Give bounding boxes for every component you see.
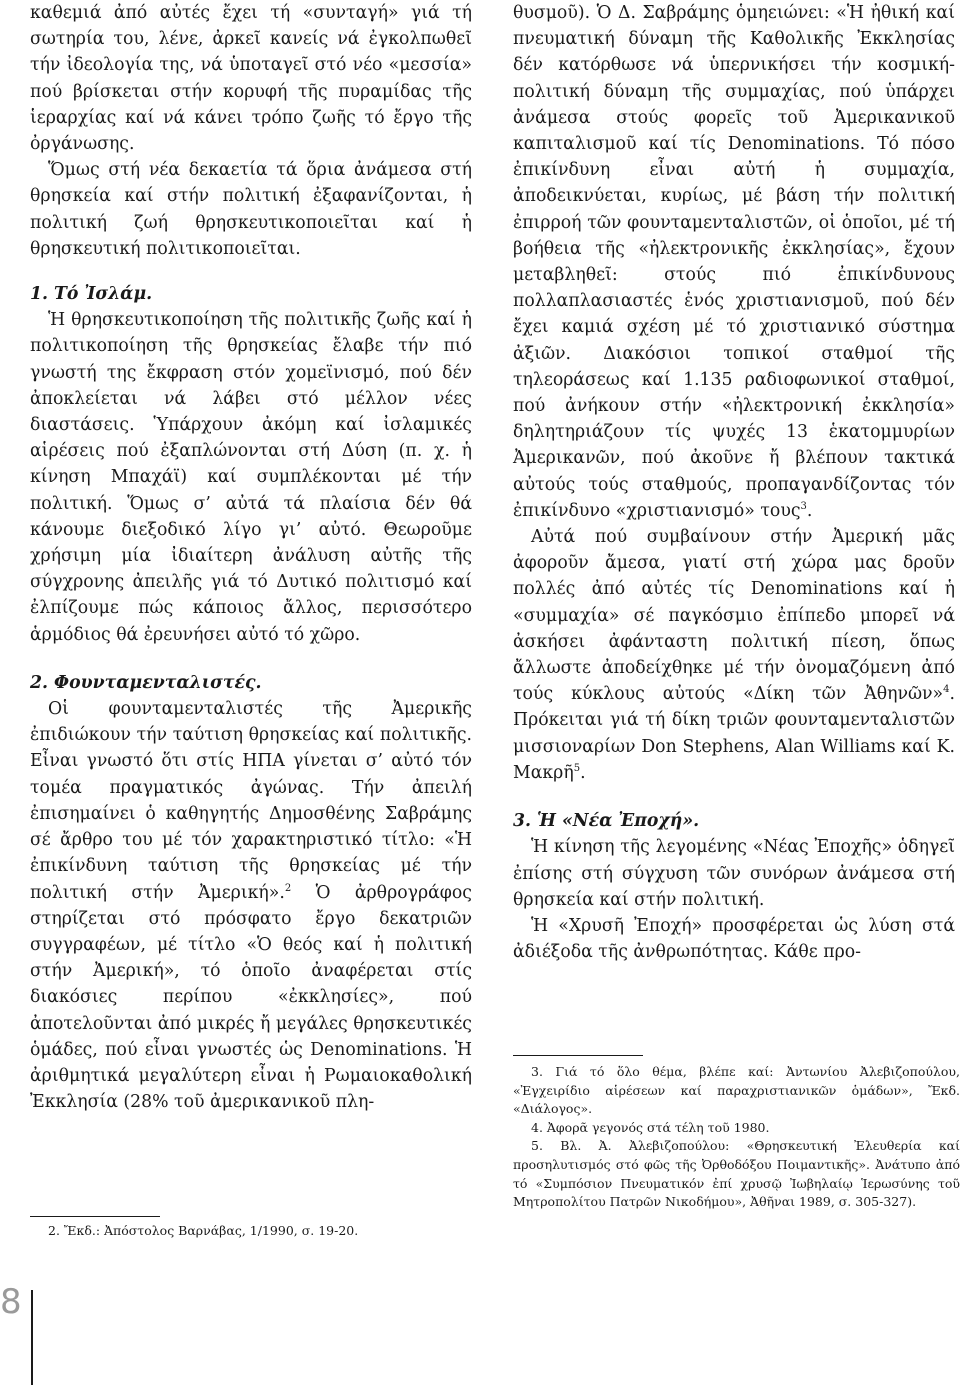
paragraph-text: . [580,762,586,783]
paragraph: Ὅμως στή νέα δεκαετία τά ὅρια ἀνάμεσα στή θρησκεία καί στήν πολιτική ἐξαφανίζονται, ἡ πολιτική ζωή θρησκευτικοποιεῖται καί ἡ θρησκευτική πολιτικοποιεῖται. [30,160,472,259]
paragraph-text: Αὐτά πού συμβαίνουν στήν Ἀμερική μᾶς ἀφοροῦν ἄμεσα, γιατί στή χώρα μας δροῦν πολλές ἀπό αὐτές τίς Denominations καί ἡ «συμμαχία» σέ παγκόσμιο ἐπίπεδο μπορεῖ νά ἀσκήσει ἀφάνταστη πολιτική πίεση, ὅπως ἄλλωστε ἀποδείχθηκε μέ τήν ὀνομαζόμενη ἀπό τούς κύκλους αὐτούς «Δίκη τῶν Ἀθηνῶν» [513,527,955,705]
paragraph [513,524,955,786]
page-margin-bar [31,1290,33,1385]
paragraph [513,0,955,524]
section-heading-islam: 1. Τό Ἰσλάμ. [30,284,153,305]
paragraph: Ἡ θρησκευτικοποίηση τῆς πολιτικῆς ζωῆς καί ἡ πολιτικοποίηση τῆς θρησκείας ἔλαβε τήν πιό γνωστή της ἔκφραση στόν χομεϊνισμό, πού δέν ἀποκλείεται νά λάβει στό μέλλον νέες διαστάσεις. Ὑπάρχουν ἀκόμη καί ἰσλαμικές αἱρέσεις πού ἐξαπλώνονται στή Δύση (π. χ. ἡ κίνηση Μπαχάϊ) καί συμπλέκονται μέ τήν πολιτική. Ὅμως σ’ αὐτά τά πλαίσια δέν θά κάνουμε διεξοδικό λίγο γι’ αὐτό. Θεωροῦμε χρήσιμη μία ἰδιαίτερη ἀνάλυση αὐτῆς τῆς σύγχρονης ἀπειλῆς γιά τό Δυτικό πολιτισμό καί ἐλπίζουμε πώς κάποιος ἄλλος, περισσότερο ἁρμόδιος θά ἐρευνήσει αὐτό τό χῶρο. [30,310,472,645]
paragraph: Ἡ «Χρυσῆ Ἐποχή» προσφέρεται ὡς λύση στά ἀδιέξοδα τῆς ἀνθρωπότητας. Κάθε προ- [513,915,955,963]
section-heading-fundamentalists: 2. Φουνταμενταλιστές. [30,672,262,693]
footnote-ref-5[interactable]: 5 [573,763,581,775]
footnote-ref-4[interactable]: 4 [943,684,950,696]
footnotes-right [513,1063,960,1212]
paragraph-text: θυσμοῦ). Ὁ Δ. Σαβράμης ὁμηειώνει: «Ἡ ἠθική καί πνευματική δύναμη τῆς Καθολικῆς Ἐκκλησίας δέν κατόρθωσε νά ὑπερνικήσει τήν κοσμική-πολιτική δύναμη τῆς συμμαχίας, πού ὑπάρχει ἀνάμεσα στούς φορεῖς τοῦ Ἀμερικανικοῦ καπιταλισμοῦ καί τίς Denominations. Τό πόσο ἐπικίνδυνη εἶναι αὐτή ἡ συμμαχία, ἀποδεικνύεται, κυρίως, μέ βάση τήν πολιτική ἐπιρροή τῶν φουνταμενταλιστῶν, οἱ ὁποῖοι, μέ τή βοήθεια τῆς «ἠλεκτρονικῆς ἐκκλησίας», ἔχουν μεταβληθεῖ: στούς πιό ἐπικίνδυνους πολλαπλασιαστές ἑνός χριστιανισμοῦ, πού δέν ἔχει καμιά σχέση μέ τό χριστιανικό σύστημα ἀξιῶν. Διακόσιοι τοπικοί σταθμοί τῆς τηλεοράσεως καί 1.135 ραδιοφωνικοί σταθμοί, πού ἀνήκουν στήν «ἠλεκτρονική ἐκκλησία» δηλητηριάζουν τίς ψυχές 13 ἑκατομμυρίων Ἀμερικανῶν, πού ἀκοῦνε ἤ βλέπουν τακτικά αὐτούς τούς σταθμούς, προπαγανδίζοντας τόν ἐπικίνδυνο «χριστιανισμό» τους [513,3,955,521]
footnote-5: 5. Βλ. Ἀ. Ἀλεβιζοπούλου: «Θρησκευτική Ἐλευθερία καί προσηλυτισμός στό φῶς τῆς Ὀρθοδόξου Ποιμαντικῆς». Ἀνάτυπο ἀπό τό «Συμπόσιον Πνευματικόν ἐπί χρυσῷ Ἰωβηλαίῳ Ἱερωσύνης τοῦ Μητροπολίτου Πατρῶν Νικοδήμου», Ἀθῆναι 1989, σ. 305-327). [513,1138,960,1210]
footnote-4: 4. Ἀφορᾶ γεγονός στά τέλη τοῦ 1980. [531,1119,770,1135]
left-column [30,0,472,1115]
footnotes-left [30,1222,472,1241]
paragraph [30,696,472,1115]
footnote-divider [513,1055,643,1056]
section-heading-new-age: 3. Ἡ «Νέα Ἐποχή». [513,811,700,832]
footnote-ref-3[interactable]: 3 [800,501,807,513]
footnote-ref-2[interactable]: 2 [284,882,292,894]
footnote-3: 3. Γιά τό ὅλο θέμα, βλέπε καί: Ἀντωνίου Ἀλεβιζοπούλου, «Ἐγχειρίδιο αἱρέσεων καί παραχριστιανικῶν ὁμάδων», Ἔκδ. «Διάλογος». [513,1064,960,1117]
paragraph-text: Οἱ φουνταμενταλιστές τῆς Ἀμερικῆς ἐπιδιώκουν τήν ταύτιση θρησκείας καί πολιτικῆς. Εἶναι γνωστό ὅτι στίς ΗΠΑ γίνεται σ’ αὐτό τόν τομέα πραγματικός ἀγώνας. Τήν ἀπειλή ἐπισημαίνει ὁ καθηγητής Δημοσθένης Σαβράμης σέ ἄρθρο του μέ τόν χαρακτηριστικό τίτλο: «Ἡ ἐπικίνδυνη ταύτιση τῆς θρησκείας μέ τήν πολιτική στήν Ἀμερική». [30,699,472,903]
paragraph-text: Ὁ ἀρθρογράφος στηρίζεται στό πρόσφατο ἔργο δεκατριῶν συγγραφέων, μέ τίτλο «Ὁ θεός καί ἡ πολιτική στήν Ἀμερική», τό ὁποῖο ἀναφέρεται στίς διακόσιες περίπου «ἐκκλησίες», πού ἀποτελοῦνται ἀπό μικρές ἤ μεγάλες θρησκευτικές ὁμάδες, πού εἶναι γνωστές ὡς Denominations. Ἡ ἀριθμητικά μεγαλύτερη εἶναι ἡ Ρωμαιοκαθολική Ἐκκλησία (28% τοῦ ἀμερικανικοῦ πλη- [30,882,472,1113]
paragraph: Ἡ κίνηση τῆς λεγομένης «Νέας Ἐποχῆς» ὁδηγεῖ ἐπίσης στή σύγχυση τῶν συνόρων ἀνάμεσα στή θρησκεία καί στήν πολιτική. [513,837,955,910]
right-column [513,0,955,965]
paragraph-text: . Πρόκειται γιά τή δίκη τριῶν φουνταμενταλιστῶν μισσιοναρίων Don Stephens, Alan Williams καί Κ. Μακρῆ [513,684,955,783]
paragraph-text: . [806,500,813,521]
footnote-2: 2. Ἔκδ.: Ἀπόστολος Βαρνάβας, 1/1990, σ. 19-20. [48,1223,359,1238]
paragraph: καθεμιά ἀπό αὐτές ἔχει τή «συνταγή» γιά τή σωτηρία του, λένε, ἀρκεῖ κανείς νά ἐγκολπωθεῖ τήν ἰδεολογία της, νά ὑποταγεῖ στό νέο «μεσσία» πού βρίσκεται στήν κορυφή τῆς πυραμίδας τῆς ἱεραρχίας καί νά κάνει τρόπο ζωῆς τό ἔργο τῆς ὀργάνωσης. [30,3,472,155]
page-number: 8 [0,1282,22,1322]
footnote-divider [30,1216,160,1217]
